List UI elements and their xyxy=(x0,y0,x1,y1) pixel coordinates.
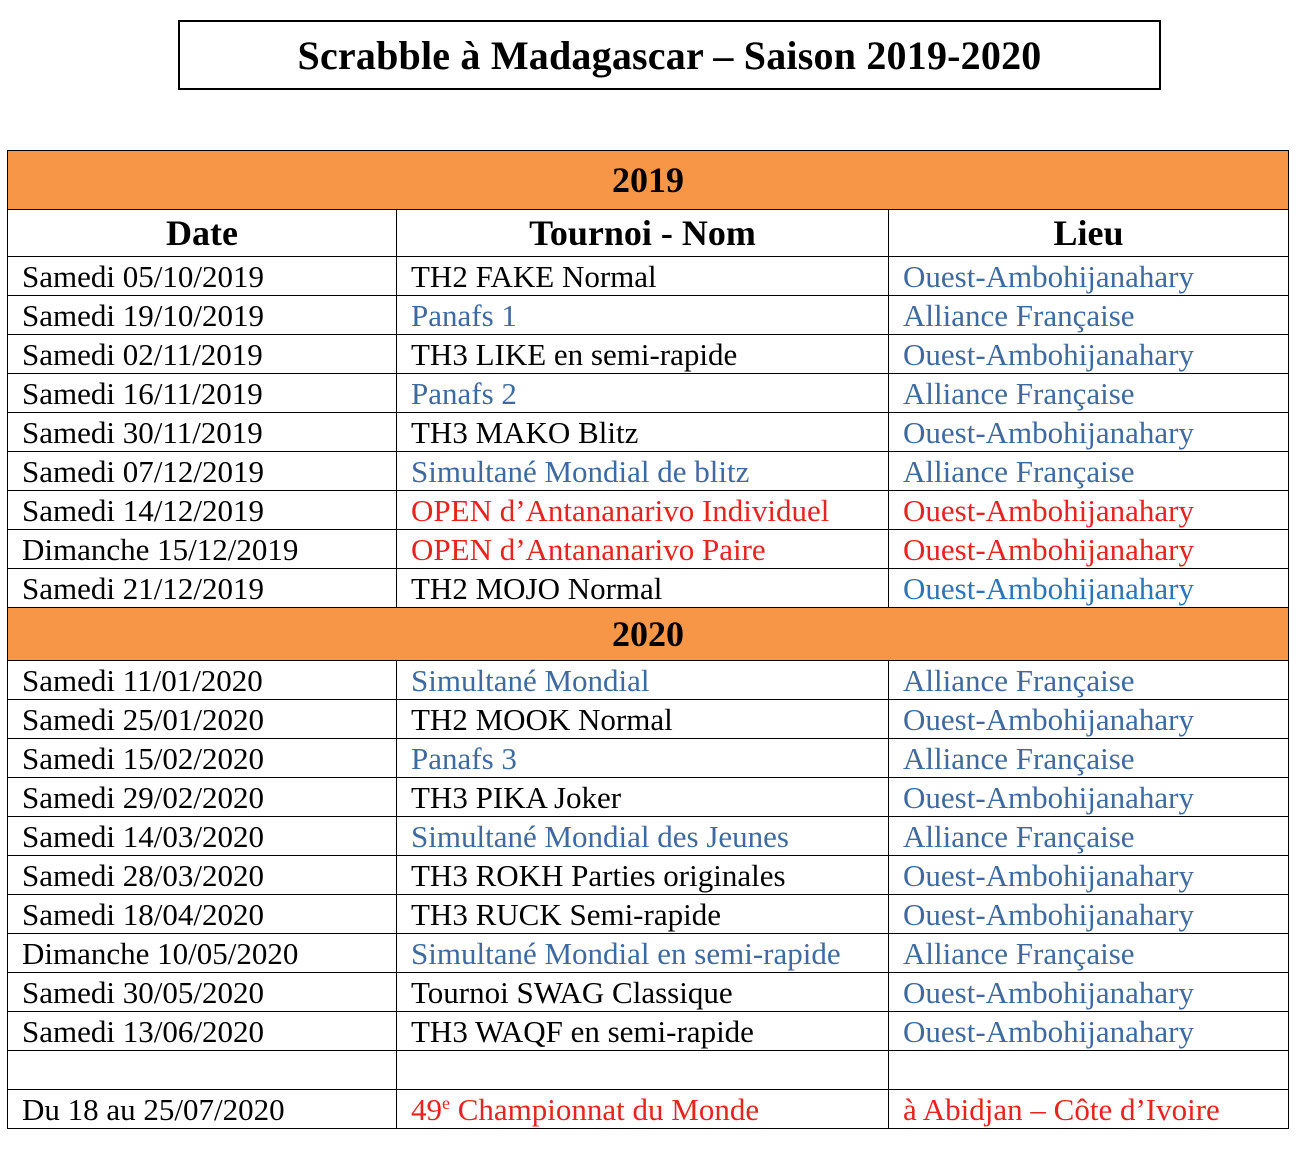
table-row xyxy=(8,1012,1289,1051)
event-place: Ouest-Ambohijanahary xyxy=(889,530,1289,569)
event-date: Samedi 05/10/2019 xyxy=(8,257,397,296)
event-place: Ouest-Ambohijanahary xyxy=(889,335,1289,374)
event-name: Panafs 3 xyxy=(397,739,889,778)
table-row xyxy=(8,934,1289,973)
event-date: Samedi 13/06/2020 xyxy=(8,1012,397,1051)
table-row xyxy=(8,895,1289,934)
blank-row xyxy=(8,1051,1289,1090)
blank-cell xyxy=(889,1051,1289,1090)
edition-suffix: e xyxy=(442,1092,450,1113)
event-date: Samedi 14/03/2020 xyxy=(8,817,397,856)
event-date: Samedi 15/02/2020 xyxy=(8,739,397,778)
event-place: Ouest-Ambohijanahary xyxy=(889,1012,1289,1051)
table-row xyxy=(8,452,1289,491)
event-name: OPEN d’Antananarivo Paire xyxy=(397,530,889,569)
header-date: Date xyxy=(8,210,397,257)
event-date: Samedi 11/01/2020 xyxy=(8,661,397,700)
event-name: TH3 MAKO Blitz xyxy=(397,413,889,452)
event-place: Alliance Française xyxy=(889,934,1289,973)
table-row xyxy=(8,491,1289,530)
header-tournament-name: Tournoi - Nom xyxy=(397,210,889,257)
table-row xyxy=(8,700,1289,739)
event-place: Alliance Française xyxy=(889,296,1289,335)
event-place: à Abidjan – Côte d’Ivoire xyxy=(889,1090,1289,1129)
event-place: Alliance Française xyxy=(889,452,1289,491)
table-row xyxy=(8,413,1289,452)
event-place: Ouest-Ambohijanahary xyxy=(889,778,1289,817)
event-date: Samedi 18/04/2020 xyxy=(8,895,397,934)
event-name xyxy=(397,1090,889,1129)
schedule-body xyxy=(8,151,1289,1129)
event-date: Samedi 30/05/2020 xyxy=(8,973,397,1012)
table-row xyxy=(8,257,1289,296)
event-date: Samedi 02/11/2019 xyxy=(8,335,397,374)
event-name: TH3 PIKA Joker xyxy=(397,778,889,817)
event-date: Samedi 19/10/2019 xyxy=(8,296,397,335)
event-place: Ouest-Ambohijanahary xyxy=(889,491,1289,530)
event-date: Samedi 25/01/2020 xyxy=(8,700,397,739)
event-date: Dimanche 10/05/2020 xyxy=(8,934,397,973)
event-name: TH3 LIKE en semi-rapide xyxy=(397,335,889,374)
event-date: Samedi 21/12/2019 xyxy=(8,569,397,608)
year-header-row xyxy=(8,151,1289,210)
year-label: 2019 xyxy=(8,151,1289,210)
table-row xyxy=(8,973,1289,1012)
event-place: Alliance Française xyxy=(889,739,1289,778)
table-row xyxy=(8,856,1289,895)
table-row xyxy=(8,569,1289,608)
table-row xyxy=(8,530,1289,569)
event-place: Alliance Française xyxy=(889,661,1289,700)
edition-number: 49 xyxy=(411,1091,442,1127)
event-date: Dimanche 15/12/2019 xyxy=(8,530,397,569)
event-place: Ouest-Ambohijanahary xyxy=(889,257,1289,296)
event-name: Panafs 1 xyxy=(397,296,889,335)
event-place: Ouest-Ambohijanahary xyxy=(889,569,1289,608)
event-place: Alliance Française xyxy=(889,817,1289,856)
table-row xyxy=(8,817,1289,856)
championship-name: Championnat du Monde xyxy=(450,1091,760,1127)
event-place: Ouest-Ambohijanahary xyxy=(889,895,1289,934)
event-place: Ouest-Ambohijanahary xyxy=(889,973,1289,1012)
event-date: Samedi 07/12/2019 xyxy=(8,452,397,491)
event-name: Simultané Mondial xyxy=(397,661,889,700)
column-header-row xyxy=(8,210,1289,257)
event-name: TH2 MOJO Normal xyxy=(397,569,889,608)
event-name: Tournoi SWAG Classique xyxy=(397,973,889,1012)
event-place: Ouest-Ambohijanahary xyxy=(889,413,1289,452)
page-title: Scrabble à Madagascar – Saison 2019-2020 xyxy=(178,20,1161,90)
table-row xyxy=(8,739,1289,778)
event-name: TH3 ROKH Parties originales xyxy=(397,856,889,895)
event-place: Alliance Française xyxy=(889,374,1289,413)
event-name: Simultané Mondial des Jeunes xyxy=(397,817,889,856)
final-event-row xyxy=(8,1090,1289,1129)
event-name: TH2 FAKE Normal xyxy=(397,257,889,296)
blank-cell xyxy=(8,1051,397,1090)
event-date: Samedi 14/12/2019 xyxy=(8,491,397,530)
table-row xyxy=(8,778,1289,817)
event-name: OPEN d’Antananarivo Individuel xyxy=(397,491,889,530)
event-name: Simultané Mondial en semi-rapide xyxy=(397,934,889,973)
event-date: Samedi 16/11/2019 xyxy=(8,374,397,413)
event-date: Samedi 28/03/2020 xyxy=(8,856,397,895)
header-place: Lieu xyxy=(889,210,1289,257)
event-date: Samedi 29/02/2020 xyxy=(8,778,397,817)
event-date: Du 18 au 25/07/2020 xyxy=(8,1090,397,1129)
event-name: Panafs 2 xyxy=(397,374,889,413)
table-row xyxy=(8,661,1289,700)
event-name: TH3 RUCK Semi-rapide xyxy=(397,895,889,934)
event-name: TH3 WAQF en semi-rapide xyxy=(397,1012,889,1051)
event-name: TH2 MOOK Normal xyxy=(397,700,889,739)
schedule-table xyxy=(7,150,1289,1129)
event-name: Simultané Mondial de blitz xyxy=(397,452,889,491)
table-row xyxy=(8,374,1289,413)
table-row xyxy=(8,335,1289,374)
year-header-row xyxy=(8,608,1289,661)
event-date: Samedi 30/11/2019 xyxy=(8,413,397,452)
blank-cell xyxy=(397,1051,889,1090)
event-place: Ouest-Ambohijanahary xyxy=(889,700,1289,739)
event-place: Ouest-Ambohijanahary xyxy=(889,856,1289,895)
year-label: 2020 xyxy=(8,608,1289,661)
table-row xyxy=(8,296,1289,335)
